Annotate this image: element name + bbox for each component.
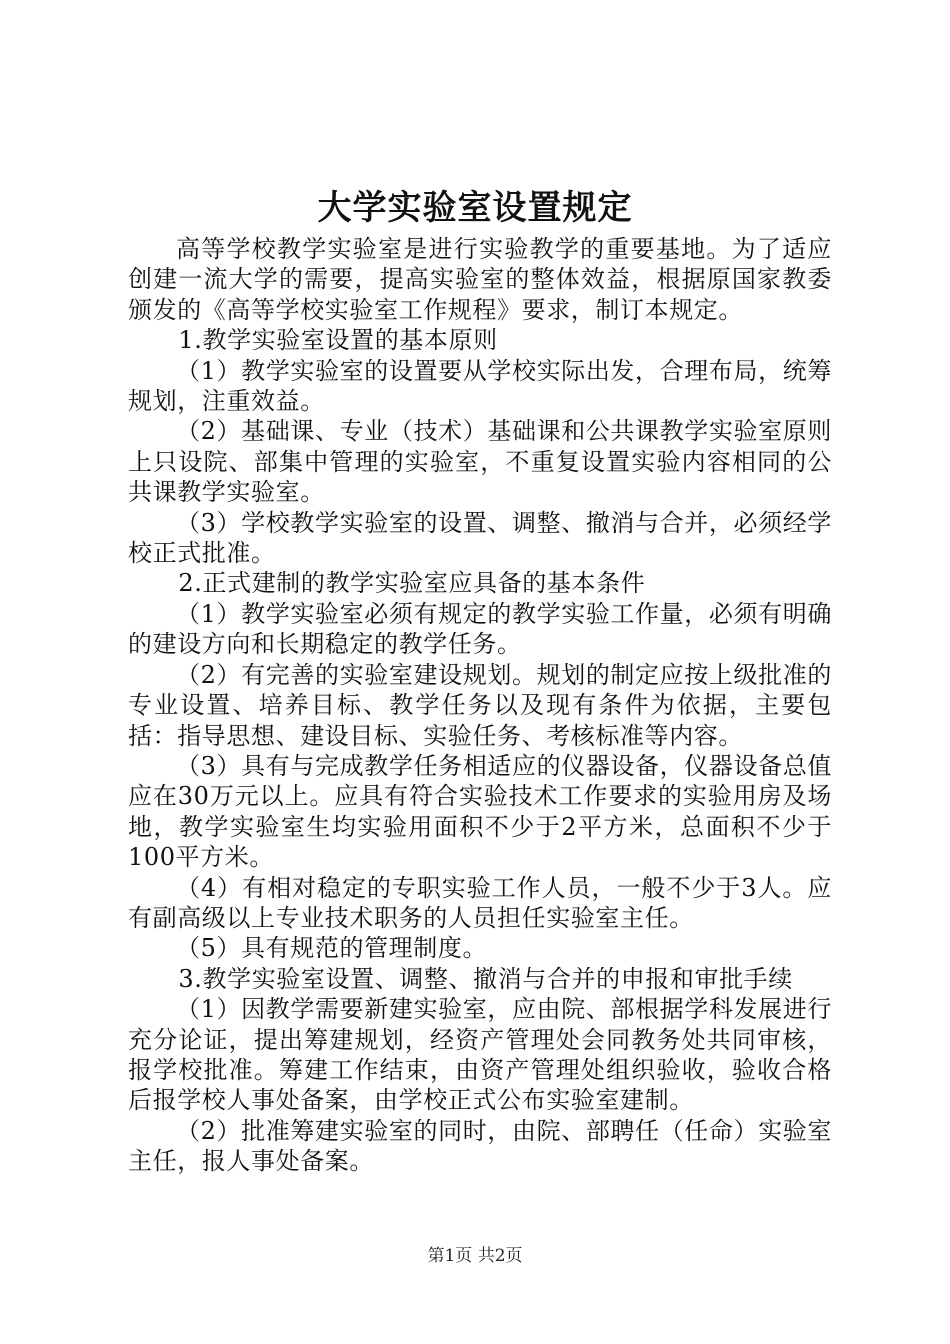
paragraph-1-1: （1）教学实验室的设置要从学校实际出发，合理布局，统筹规划，注重效益。	[128, 356, 832, 416]
paragraph-2-5: （5）具有规范的管理制度。	[176, 934, 488, 963]
section-heading-2: 2.正式建制的教学实验室应具备的基本条件	[178, 569, 646, 598]
paragraph-3-2: （2）批准筹建实验室的同时，由院、部聘任（任命）实验室主任，报人事处备案。	[128, 1116, 832, 1176]
paragraph-1-2: （2）基础课、专业（技术）基础课和公共课教学实验室原则上只设院、部集中管理的实验室，不重复设置实验内容相同的公共课教学实验室。	[128, 417, 832, 507]
paragraph-2-4: （4）有相对稳定的专职实验工作人员，一般不少于3人。应有副高级以上专业技术职务的人员担任实验室主任。	[128, 873, 832, 932]
paragraph-3-1: （1）因教学需要新建实验室，应由院、部根据学科发展进行充分论证，提出筹建规划，经资产管理处会同教务处共同审核，报学校批准。筹建工作结束，由资产管理处组织验收，验收合格后报学校人事处备案，由学校正式公布实验室建制。	[128, 995, 832, 1115]
section-heading-1: 1.教学实验室设置的基本原则	[178, 326, 498, 355]
section-heading-3: 3.教学实验室设置、调整、撤消与合并的申报和审批手续	[178, 964, 793, 993]
page-footer: 第1页 共2页	[427, 1246, 523, 1266]
paragraph-2-3: （3）具有与完成教学任务相适应的仪器设备，仪器设备总值应在30万元以上。应具有符合实验技术工作要求的实验用房及场地，教学实验室生均实验用面积不少于2平方米，总面积不少于100平方米。	[128, 751, 832, 872]
document-title: 大学实验室设置规定	[317, 188, 633, 228]
paragraph-2-1: （1）教学实验室必须有规定的教学实验工作量，必须有明确的建设方向和长期稳定的教学任务。	[128, 599, 832, 659]
paragraph-2-2: （2）有完善的实验室建设规划。规划的制定应按上级批准的专业设置、培养目标、教学任务以及现有条件为依据，主要包括：指导思想、建设目标、实验任务、考核标准等内容。	[128, 660, 832, 750]
intro-paragraph: 高等学校教学实验室是进行实验教学的重要基地。为了适应创建一流大学的需要，提高实验室的整体效益，根据原国家教委颁发的《高等学校实验室工作规程》要求，制订本规定。	[128, 235, 832, 324]
document-body	[128, 234, 832, 1177]
paragraph-1-3: （3）学校教学实验室的设置、调整、撤消与合并，必须经学校正式批准。	[128, 508, 832, 568]
